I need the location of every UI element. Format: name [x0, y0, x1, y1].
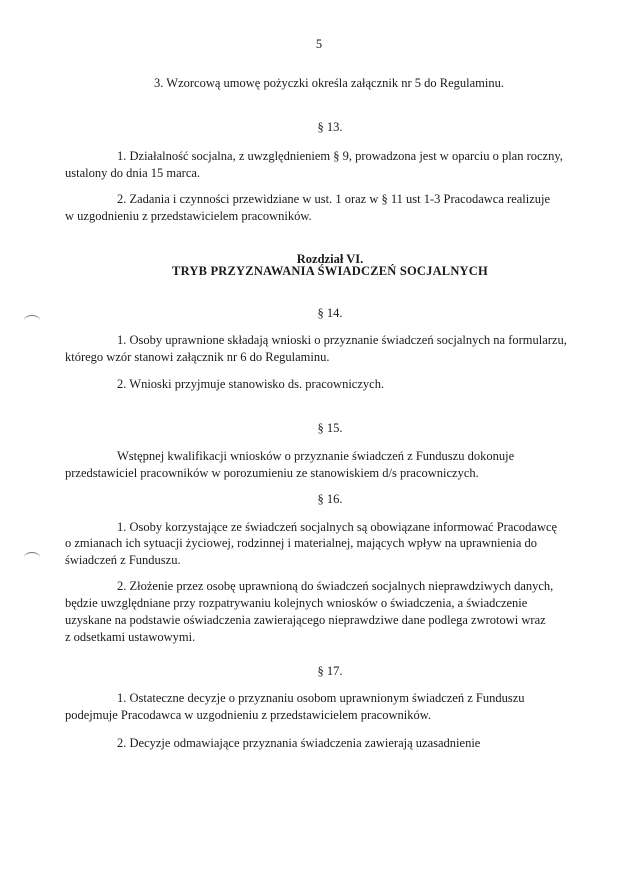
section-13-paragraph-1-line-1: 1. Działalność socjalna, z uwzględnieniem § 9, prowadzona jest w oparciu o plan roczny,: [117, 149, 563, 163]
section-15-paragraph-line-1: Wstępnej kwalifikacji wniosków o przyznanie świadczeń z Funduszu dokonuje: [117, 449, 515, 463]
section-14-paragraph-1-line-2: którego wzór stanowi załącznik nr 6 do Regulaminu.: [65, 350, 330, 364]
section-14-heading: § 14.: [317, 306, 343, 320]
section-17-heading: § 17.: [317, 664, 343, 678]
section-16-paragraph-2-line-1: 2. Złożenie przez osobę uprawnioną do świadczeń socjalnych nieprawdziwych danych,: [117, 579, 554, 593]
section-16-paragraph-1-line-1: 1. Osoby korzystające ze świadczeń socjalnych są obowiązane informować Pracodawcę: [117, 520, 558, 534]
section-16-heading: § 16.: [317, 492, 343, 506]
section-13-paragraph-1-line-2: ustalony do dnia 15 marca.: [65, 166, 201, 180]
section-17-paragraph-1-line-1: 1. Ostateczne decyzje o przyznaniu osobom uprawnionym świadczeń z Funduszu: [117, 691, 525, 705]
section-16-paragraph-2-line-4: z odsetkami ustawowymi.: [65, 630, 196, 644]
section-16-paragraph-1-line-2: o zmianach ich sytuacji życiowej, rodzinnej i materialnej, mających wpływ na uprawnienia do: [65, 536, 538, 550]
section-16-paragraph-2-line-3: uzyskane na podstawie oświadczenia zawierającego nieprawdziwe dane podlega zwrotowi wraz: [65, 613, 546, 627]
scan-punch-mark-bottom: [24, 552, 40, 563]
scan-punch-mark-top: [24, 315, 40, 326]
section-13-paragraph-2-line-2: w uzgodnieniu z przedstawicielem pracowników.: [65, 209, 312, 223]
chapter-title: TRYB PRZYZNAWANIA ŚWIADCZEŃ SOCJALNYCH: [172, 264, 488, 278]
section-17-paragraph-1-line-2: podejmuje Pracodawca w uzgodnieniu z przedstawicielem pracowników.: [65, 708, 432, 722]
section-14-paragraph-2: 2. Wnioski przyjmuje stanowisko ds. pracowniczych.: [117, 377, 385, 391]
paragraph-12-3: 3. Wzorcową umowę pożyczki określa załącznik nr 5 do Regulaminu.: [154, 76, 504, 90]
section-13-heading: § 13.: [317, 120, 343, 134]
chapter-label: Rozdział VI.: [296, 252, 364, 266]
page-number: 5: [315, 37, 323, 51]
section-17-paragraph-2: 2. Decyzje odmawiające przyznania świadczenia zawierają uzasadnienie: [117, 736, 481, 750]
section-15-heading: § 15.: [317, 421, 343, 435]
section-15-paragraph-line-2: przedstawiciel pracowników w porozumieniu ze stanowiskiem d/s pracowniczych.: [65, 466, 479, 480]
section-16-paragraph-2-line-2: będzie uwzględniane przy rozpatrywaniu kolejnych wniosków o świadczenia, a świadczenie: [65, 596, 528, 610]
section-13-paragraph-2-line-1: 2. Zadania i czynności przewidziane w ust. 1 oraz w § 11 ust 1-3 Pracodawca realizuje: [117, 192, 551, 206]
section-14-paragraph-1-line-1: 1. Osoby uprawnione składają wnioski o przyznanie świadczeń socjalnych na formularzu,: [117, 333, 567, 347]
section-16-paragraph-1-line-3: świadczeń z Funduszu.: [65, 553, 181, 567]
